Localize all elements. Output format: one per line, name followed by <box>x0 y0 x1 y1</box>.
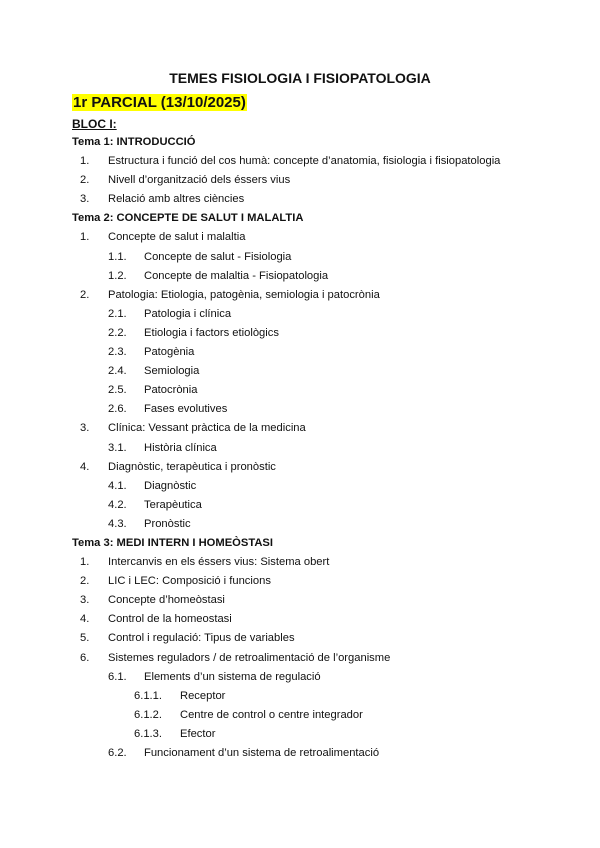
outline-item-level-1 <box>72 553 542 572</box>
tema-heading: Tema 3: MEDI INTERN I HOMEÒSTASI <box>72 536 273 549</box>
outline-item-level-2 <box>72 362 542 381</box>
item-text: Concepte de malaltia - Fisiopatologia <box>144 269 329 282</box>
item-number: 4. <box>80 613 90 626</box>
outline-item-level-1 <box>72 171 542 190</box>
item-text: Concepte de salut - Fisiologia <box>144 250 292 263</box>
item-number: 2.4. <box>108 365 127 378</box>
item-number: 3. <box>80 594 90 607</box>
outline-item-level-2 <box>72 496 542 515</box>
item-text: Receptor <box>180 689 226 702</box>
outline-item-level-2 <box>72 305 542 324</box>
item-number: 6.2. <box>108 747 127 759</box>
item-number: 6.1.2. <box>134 708 162 721</box>
item-text: Patologia i clínica <box>144 307 232 320</box>
item-text: Pronòstic <box>144 517 191 530</box>
outline-item-level-2 <box>72 400 542 419</box>
outline-item-level-2 <box>72 744 542 763</box>
item-number: 6.1.3. <box>134 727 162 740</box>
outline-item-level-1 <box>72 591 542 610</box>
item-number: 4.1. <box>108 479 127 492</box>
item-number: 2.2. <box>108 326 127 339</box>
item-number: 1. <box>80 556 90 569</box>
item-number: 1. <box>80 231 90 244</box>
item-text: Concepte de salut i malaltia <box>108 231 246 244</box>
item-text: Concepte d’homeòstasi <box>108 594 225 607</box>
item-text: Relació amb altres ciències <box>108 193 245 206</box>
item-text: LIC i LEC: Composició i funcions <box>108 575 271 588</box>
outline-item-level-1 <box>72 152 542 171</box>
item-text: Patogènia <box>144 346 195 359</box>
item-number: 4.2. <box>108 498 127 511</box>
bloc-heading: BLOC I: <box>72 117 117 131</box>
outline-item-level-2 <box>72 324 542 343</box>
item-text: Estructura i funció del cos humà: concepte d’anatomia, fisiologia i fisiopatologia <box>108 155 501 168</box>
outline-item-level-3 <box>72 687 542 706</box>
item-number: 6.1. <box>108 670 127 683</box>
parcial-heading-highlighted: 1r PARCIAL (13/10/2025) <box>73 94 246 111</box>
item-number: 3. <box>80 422 90 435</box>
item-number: 1.2. <box>108 269 127 282</box>
outline-item-level-1 <box>72 649 542 668</box>
item-number: 2. <box>80 174 90 187</box>
outline-item-level-1 <box>72 458 542 477</box>
item-text: Efector <box>180 727 216 740</box>
item-number: 3. <box>80 193 90 206</box>
outline-item-level-3 <box>72 706 542 725</box>
outline-item-level-1 <box>72 419 542 438</box>
item-number: 1.1. <box>108 250 127 263</box>
item-text: Funcionament d’un sistema de retroalimentació <box>144 747 380 759</box>
item-number: 1. <box>80 155 90 168</box>
tema-heading: Tema 2: CONCEPTE DE SALUT I MALALTIA <box>72 212 304 225</box>
outline-item-level-2 <box>72 439 542 458</box>
item-text: Patologia: Etiologia, patogènia, semiologia i patocrònia <box>108 288 380 301</box>
outline-item-level-2 <box>72 668 542 687</box>
item-text: Clínica: Vessant pràctica de la medicina <box>108 422 306 435</box>
document-title: TEMES FISIOLOGIA I FISIOPATOLOGIA <box>169 70 431 86</box>
item-text: Nivell d’organització dels éssers vius <box>108 174 291 187</box>
outline-item-level-2 <box>72 343 542 362</box>
item-number: 2. <box>80 575 90 588</box>
item-number: 2.1. <box>108 307 127 320</box>
item-text: Fases evolutives <box>144 403 228 416</box>
item-text: Semiologia <box>144 365 200 378</box>
outline-item-level-1 <box>72 610 542 629</box>
item-text: Elements d’un sistema de regulació <box>144 670 321 683</box>
tema-heading: Tema 1: INTRODUCCIÓ <box>72 136 196 148</box>
item-number: 2.3. <box>108 346 127 359</box>
outline-item-level-1 <box>72 572 542 591</box>
outline-item-level-3 <box>72 725 542 744</box>
outline-item-level-1 <box>72 190 542 209</box>
outline-item-level-2 <box>72 248 542 267</box>
item-text: Terapèutica <box>144 498 202 511</box>
item-text: Diagnòstic, terapèutica i pronòstic <box>108 460 276 473</box>
item-text: Control de la homeostasi <box>108 613 232 626</box>
item-text: Etiologia i factors etiològics <box>144 326 279 339</box>
outline-item-level-2 <box>72 267 542 286</box>
item-text: Història clínica <box>144 441 217 454</box>
outline-item-level-1 <box>72 629 542 648</box>
item-number: 5. <box>80 632 90 645</box>
outline-item-level-1 <box>72 228 542 247</box>
item-number: 6. <box>80 651 90 664</box>
outline-item-level-2 <box>72 515 542 534</box>
item-number: 3.1. <box>108 441 127 454</box>
item-text: Diagnòstic <box>144 479 197 492</box>
item-number: 2.5. <box>108 384 127 397</box>
item-text: Intercanvis en els éssers vius: Sistema obert <box>108 556 330 569</box>
item-text: Control i regulació: Tipus de variables <box>108 632 295 645</box>
outline-item-level-2 <box>72 381 542 400</box>
item-number: 4. <box>80 460 90 473</box>
item-number: 4.3. <box>108 517 127 530</box>
syllabus-outline <box>72 133 542 763</box>
item-text: Sistemes reguladors / de retroalimentació de l’organisme <box>108 651 391 664</box>
item-text: Centre de control o centre integrador <box>180 708 363 721</box>
item-number: 6.1.1. <box>134 689 162 702</box>
item-text: Patocrònia <box>144 384 198 397</box>
outline-item-level-1 <box>72 286 542 305</box>
outline-item-level-2 <box>72 477 542 496</box>
item-number: 2. <box>80 288 90 301</box>
item-number: 2.6. <box>108 403 127 416</box>
